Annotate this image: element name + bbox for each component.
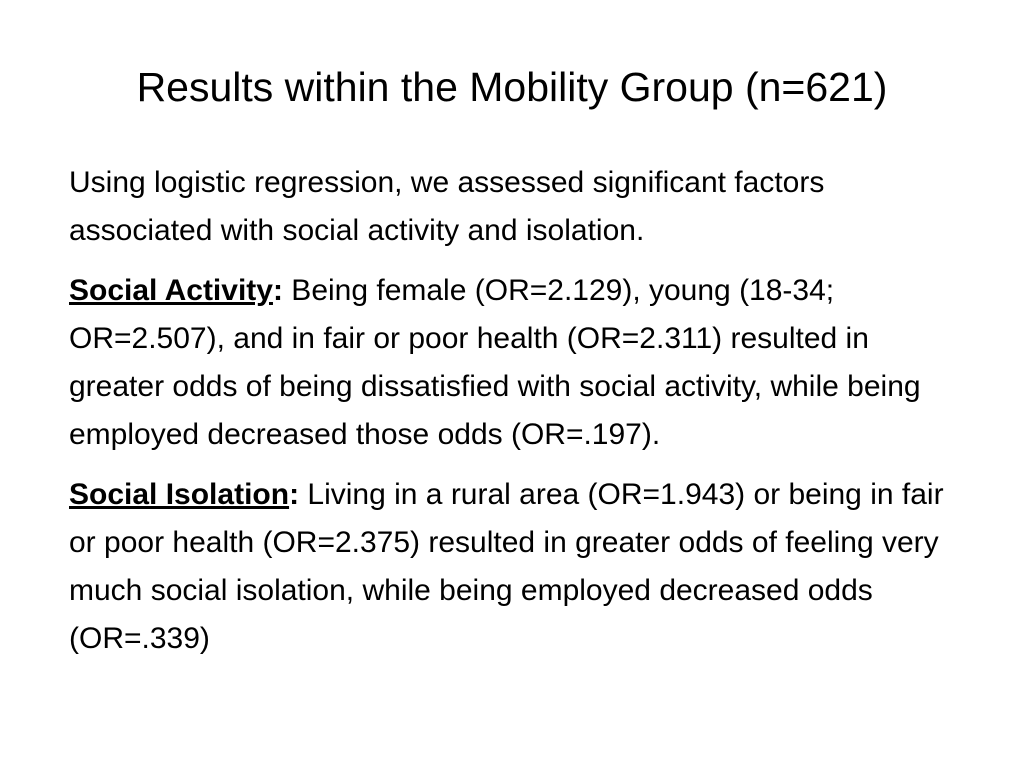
social-isolation-heading — [69, 478, 299, 511]
social-activity-text: Being female (OR=2.129), young (18-34; OR=2.507), and in fair or poor health (OR=2.311) resulted in greater odds of being dissatisfied with social activity, while being employed decreased those odds (OR=.197). — [69, 274, 921, 451]
social-isolation-heading-text: Social Isolation — [69, 478, 290, 511]
intro-paragraph: Using logistic regression, we assessed significant factors associated with social activity and isolation. — [69, 166, 825, 247]
social-activity-paragraph — [69, 267, 955, 459]
social-activity-heading-colon: : — [272, 274, 283, 307]
social-activity-heading-text: Social Activity — [69, 274, 273, 307]
slide-title: Results within the Mobility Group (n=621) — [136, 64, 888, 110]
social-activity-heading — [69, 274, 283, 307]
social-isolation-heading-colon: : — [289, 478, 300, 511]
social-isolation-text: Living in a rural area (OR=1.943) or being in fair or poor health (OR=2.375) resulted in greater odds of feeling very much social isolation, while being employed decreased odds (OR=.339) — [69, 478, 944, 655]
slide-body — [69, 159, 955, 675]
social-isolation-paragraph — [69, 471, 955, 663]
